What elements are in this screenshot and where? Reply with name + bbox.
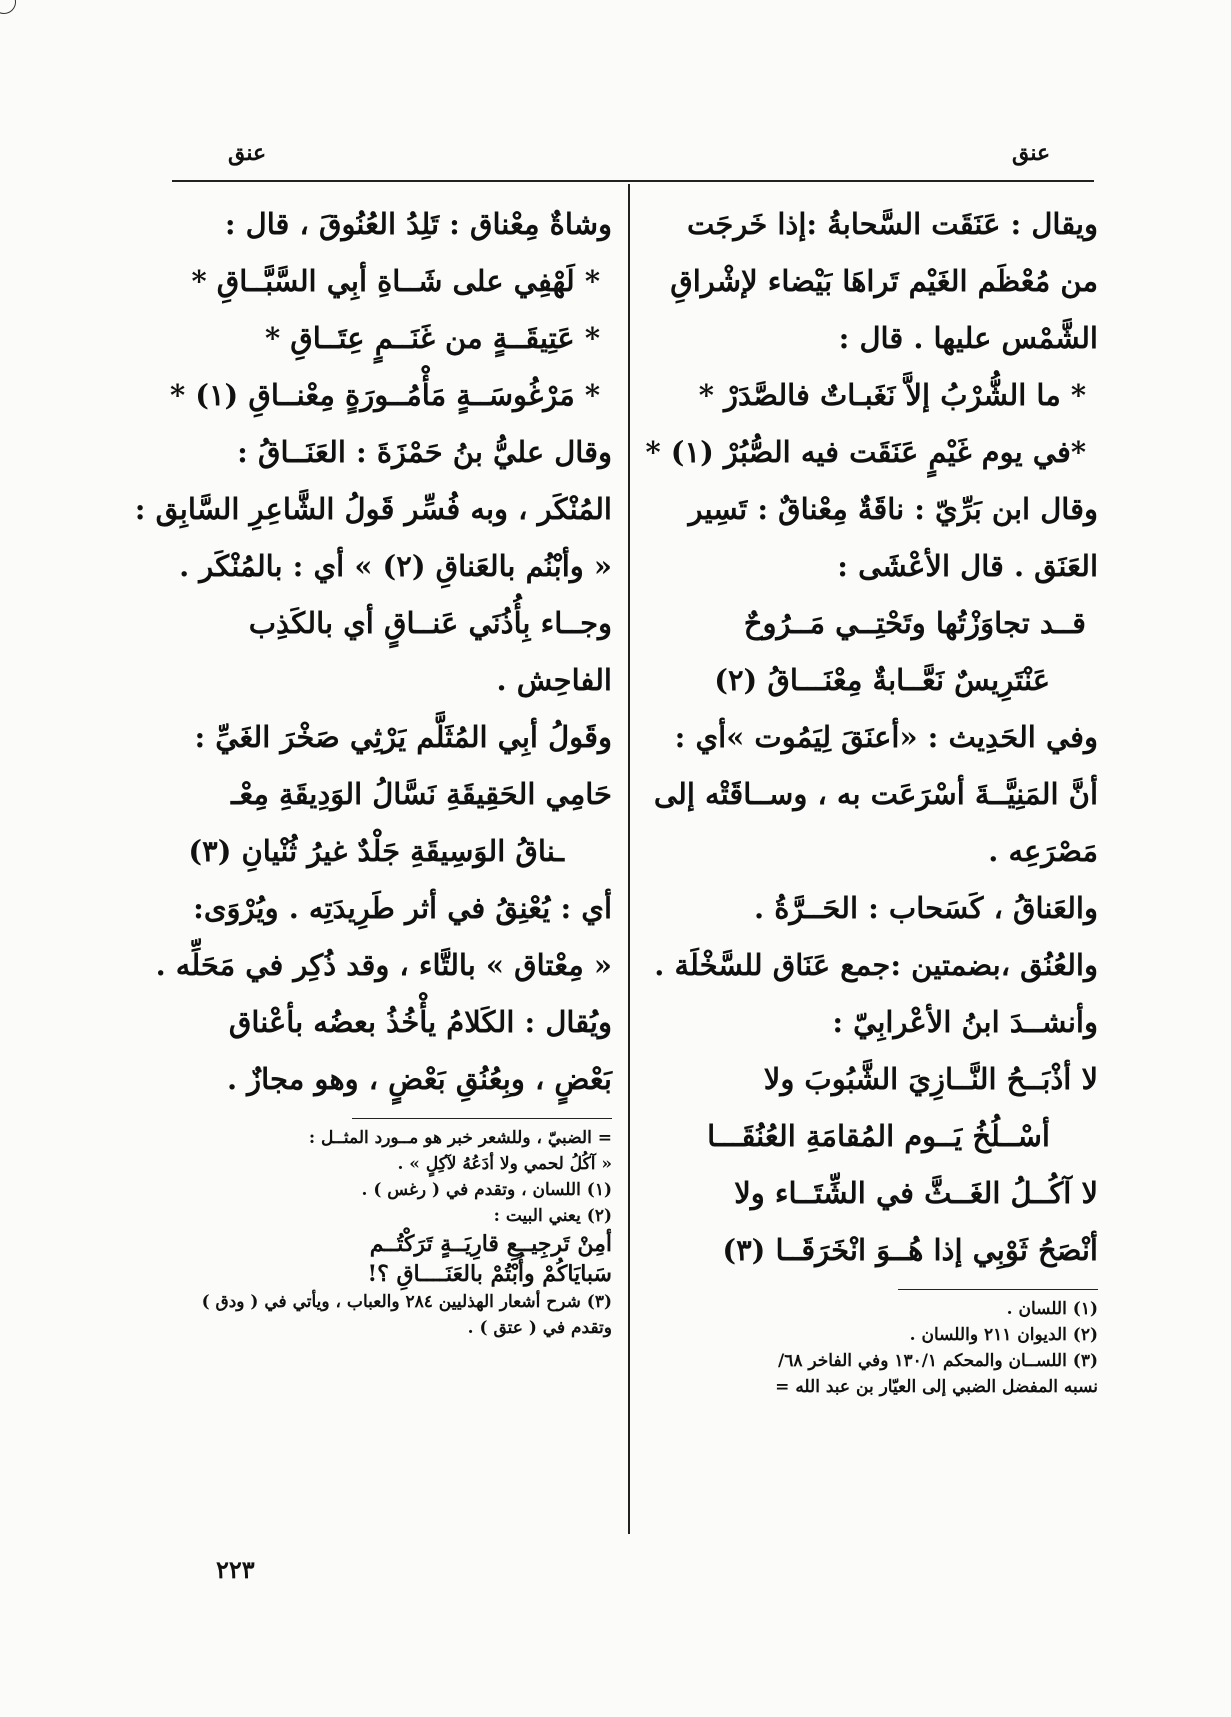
footnote: (٢) الديوان ٢١١ واللسان .	[909, 1325, 1098, 1345]
column-divider	[628, 184, 630, 1534]
page-number: ٢٢٣	[216, 1555, 255, 1584]
text-line: الفاحِش .	[496, 663, 612, 697]
footnote: = الضبيّ ، وللشعر خبر هو مــورد المثــل :	[308, 1128, 612, 1148]
text-line: « وأبْنُم بالعَناقِ (٢) » أي : بالمُنْكَر .	[179, 549, 612, 583]
footnote-rule	[352, 1118, 612, 1119]
text-line: المُنْكَر ، وبه فُسِّر قَولُ الشَّاعِرِ السَّابِق :	[134, 492, 612, 526]
text-line: العَنَق . قال الأعْشَى :	[837, 549, 1098, 583]
text-line: وجــاء بِأُذُنَي عَنــاقٍ أي بالكَذِب	[248, 606, 612, 640]
text-line: وأنشــدَ ابنُ الأعْرابِيّ :	[832, 1005, 1098, 1039]
footnote-verse: أمِنْ تَرجِيــعِ قارِيَــةٍ تَرَكْتُــم	[369, 1231, 612, 1257]
text-line: وقال عليُّ بنُ حَمْزَةَ : العَنَــاقُ :	[237, 435, 612, 469]
text-line: ويقال : عَنَقَت السَّحابةُ :إذا خَرجَت	[686, 207, 1098, 241]
footnote-verse: سَبايَاكُمْ وأُبْتُمْ بالعَنَــــاقِ ؟!	[367, 1261, 612, 1287]
running-header-left: عنق	[228, 140, 267, 166]
footnote: (٣) شرح أشعار الهذليين ٢٨٤ والعباب ، ويأتي في ( ودق )	[201, 1292, 612, 1312]
footnote: وتقدم في ( عتق ) .	[467, 1318, 612, 1338]
text-line: والعَناقُ ، كَسَحاب : الحَــرَّةُ .	[754, 891, 1098, 925]
text-line: وقال ابن بَرِّيّ : ناقَةٌ مِعْناقٌ : تَسِير	[688, 492, 1098, 526]
text-line: من مُعْظَم الغَيْم تَراهَا بَيْضاء لإشْراقِ	[670, 264, 1098, 298]
verse-line: * مَرْغُوسَــةٍ مَأْمُــورَةٍ مِعْنــاقِ (١) *	[169, 378, 600, 412]
text-line: أي : يُعْنِقُ في أثر طَرِيدَتِه . ويُرْوَى:	[193, 891, 612, 925]
text-line: وشاةٌ مِعْناق : تَلِدُ العُنُوقَ ، قال :	[224, 207, 612, 241]
text-line: والعُنُق ،بضمتين :جمع عَنَاق للسَّخْلَة .	[654, 948, 1098, 982]
verse-line: *في يوم غَيْمٍ عَنَقَت فيه الصُّبُرْ (١) *	[645, 435, 1086, 469]
running-header-right: عنق	[1012, 140, 1051, 166]
footnote: (٢) يعني البيت :	[493, 1206, 612, 1226]
text-line: ويُقال : الكَلامُ يأْخُذُ بعضُه بأعْناق	[228, 1005, 612, 1039]
footnote: (٣) اللســان والمحكم ١٣٠/١ وفي الفاخر ٦٨/	[778, 1351, 1098, 1371]
verse-line: حَامِي الحَقِيقَةِ نَسَّالُ الوَدِيقَةِ مِعْـ	[230, 777, 612, 811]
text-line: أنَّ المَنِيَّــةَ أسْرَعَت به ، وســاقَتْه إلى	[653, 777, 1098, 811]
verse-line: لا أذْبَــحُ النَّــازِيَ الشَّبُوبَ ولا	[763, 1062, 1098, 1096]
text-line: بَعْضٍ ، وبِعُنُقِ بَعْضٍ ، وهو مجازٌ .	[226, 1062, 612, 1096]
footnote: نسبه المفضل الضبي إلى العيّار بن عبد الله =	[775, 1377, 1098, 1397]
verse-line: * ما الشُّرْبُ إلاَّ نَغَبـاتٌ فالصَّدَرْ *	[698, 378, 1086, 412]
text-line: مَصْرَعِه .	[988, 834, 1098, 868]
text-line: « مِعْتاق » بالتَّاء ، وقد ذُكِر في مَحَلِّه .	[155, 948, 612, 982]
verse-line: أسْــلُخُ يَــوم المُقامَةِ العُنُقَـــا	[707, 1119, 1050, 1153]
right-column	[645, 196, 1098, 1400]
footnote: « آكُلُ لحمي ولا أدَعُهُ لآكِلٍ » .	[397, 1154, 612, 1174]
verse-line: * لَهْفِي على شَــاةِ أبِي السَّبَّــاقِ *	[191, 264, 600, 298]
text-line: وقَولُ أبِي المُثَلَّم يَرْثِي صَخْرَ الغَيِّ :	[194, 720, 612, 754]
footnote: (١) اللسان ، وتقدم في ( رغس ) .	[361, 1180, 612, 1200]
footnote: (١) اللسان .	[1006, 1299, 1098, 1319]
verse-line: ـناقُ الوَسِيقَةِ جَلْدٌ غيرُ ثُنْيانِ (٣)	[188, 834, 564, 868]
text-line: الشَّمْس عليها . قال :	[838, 321, 1098, 355]
left-column	[134, 196, 612, 1341]
verse-line: قــد تجاوَزْتُها وتَحْتِــي مَــرُوحٌ	[743, 606, 1086, 640]
verse-line: عَنْتَرِيسٌ نَعَّــابةٌ مِعْنَـــاقُ (٢)	[714, 663, 1050, 697]
verse-line: * عَتِيقَــةٍ من غَنَــمٍ عِتَــاقِ *	[264, 321, 600, 355]
header-rule	[172, 180, 1094, 182]
verse-line: أنْصَحُ ثَوْبِي إذا هُــوَ انْخَرَقَــا (٣)	[722, 1233, 1098, 1267]
footnote-rule	[898, 1289, 1098, 1290]
verse-line: لا آكُــلُ الغَــثَّ في الشِّتَــاء ولا	[734, 1176, 1098, 1210]
text-line: وفي الحَدِيث : «أعنَقَ لِيَمُوت »أي :	[674, 720, 1098, 754]
corner-registration-mark	[0, 0, 16, 14]
